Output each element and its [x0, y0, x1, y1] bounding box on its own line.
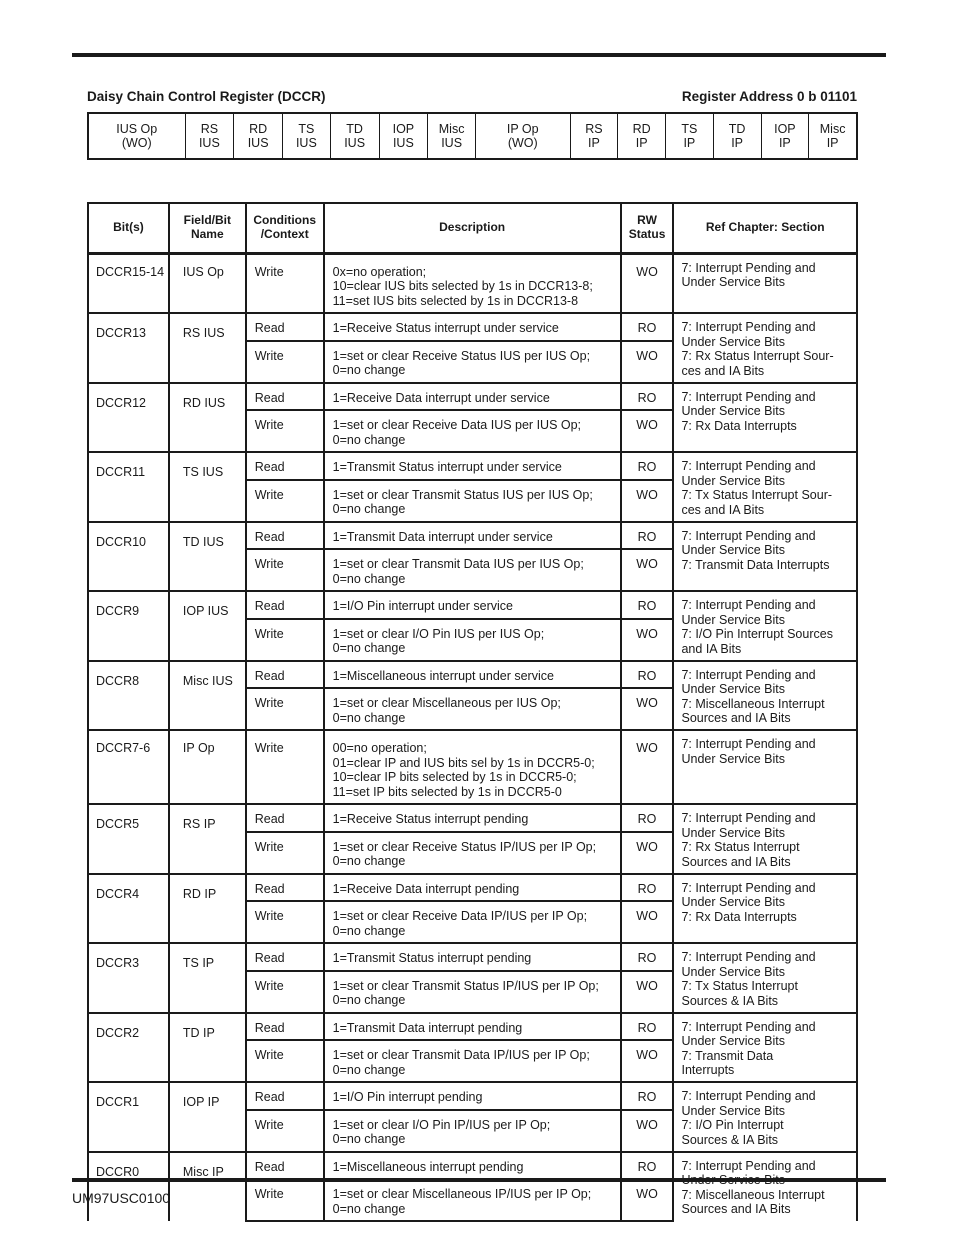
bit-field-cell: RD IUS — [233, 114, 282, 158]
table-row — [88, 253, 857, 313]
cell-description: 1=set or clear I/O Pin IP/IUS per IP Op; 0=no change — [324, 1110, 621, 1152]
table-row — [88, 661, 857, 689]
cell-description: 1=Receive Data interrupt under service — [324, 383, 621, 411]
cell-bits: DCCR13 — [88, 313, 169, 383]
cell-condition: Read — [246, 383, 324, 411]
register-title: Daisy Chain Control Register (DCCR) — [87, 89, 326, 104]
cell-field-name: IOP IUS — [169, 591, 246, 661]
cell-condition: Read — [246, 943, 324, 971]
cell-condition: Write — [246, 549, 324, 591]
cell-rw-status: RO — [621, 874, 674, 902]
cell-bits: DCCR15-14 — [88, 253, 169, 313]
cell-ref-chapter: 7: Interrupt Pending and Under Service Bits 7: Miscellaneous Interrupt Sources and IA Bits — [673, 661, 857, 731]
cell-rw-status: WO — [621, 901, 674, 943]
cell-condition: Read — [246, 804, 324, 832]
cell-description: 1=set or clear Miscellaneous per IUS Op; 0=no change — [324, 688, 621, 730]
table-row — [88, 1013, 857, 1041]
cell-ref-chapter: 7: Interrupt Pending and Under Service Bits 7: Rx Status Interrupt Sources and IA Bits — [673, 804, 857, 874]
cell-field-name: RD IP — [169, 874, 246, 944]
cell-field-name: TD IUS — [169, 522, 246, 592]
cell-condition: Write — [246, 253, 324, 313]
table-row — [88, 730, 857, 804]
cell-field-name: RS IP — [169, 804, 246, 874]
cell-bits: DCCR12 — [88, 383, 169, 453]
cell-condition: Write — [246, 901, 324, 943]
cell-condition: Write — [246, 341, 324, 383]
table-row — [88, 591, 857, 619]
cell-rw-status: RO — [621, 661, 674, 689]
header-field: Field/Bit Name — [169, 203, 246, 253]
cell-field-name: TS IUS — [169, 452, 246, 522]
cell-bits: DCCR10 — [88, 522, 169, 592]
bit-field-cell: RS IP — [570, 114, 618, 158]
table-row — [88, 383, 857, 411]
cell-condition: Read — [246, 1082, 324, 1110]
cell-description: 1=I/O Pin interrupt under service — [324, 591, 621, 619]
cell-condition: Read — [246, 313, 324, 341]
cell-field-name: IUS Op — [169, 253, 246, 313]
bit-field-cell: IOP IUS — [379, 114, 428, 158]
cell-rw-status: WO — [621, 1179, 674, 1221]
cell-condition: Write — [246, 619, 324, 661]
cell-description: 1=Receive Status interrupt under service — [324, 313, 621, 341]
cell-bits: DCCR3 — [88, 943, 169, 1013]
cell-description: 1=Miscellaneous interrupt pending — [324, 1152, 621, 1180]
cell-rw-status: WO — [621, 1040, 674, 1082]
cell-rw-status: RO — [621, 1082, 674, 1110]
cell-condition: Read — [246, 874, 324, 902]
cell-ref-chapter: 7: Interrupt Pending and Under Service Bits 7: I/O Pin Interrupt Sources & IA Bits — [673, 1082, 857, 1152]
cell-condition: Read — [246, 591, 324, 619]
cell-condition: Read — [246, 452, 324, 480]
table-row — [88, 313, 857, 341]
cell-description: 00=no operation; 01=clear IP and IUS bits sel by 1s in DCCR5-0; 10=clear IP bits selected by 1s in DCCR5-0; 11=set IP bits selected by 1s in DCCR5-0 — [324, 730, 621, 804]
cell-rw-status: WO — [621, 253, 674, 313]
cell-rw-status: WO — [621, 480, 674, 522]
cell-ref-chapter: 7: Interrupt Pending and Under Service Bits 7: Transmit Data Interrupts — [673, 1013, 857, 1083]
bit-field-cell: Misc IUS — [427, 114, 475, 158]
cell-field-name: RD IUS — [169, 383, 246, 453]
table-row — [88, 452, 857, 480]
cell-description: 1=set or clear Transmit Status IUS per IUS Op; 0=no change — [324, 480, 621, 522]
cell-condition: Write — [246, 832, 324, 874]
cell-description: 1=set or clear I/O Pin IUS per IUS Op; 0=no change — [324, 619, 621, 661]
cell-rw-status: RO — [621, 522, 674, 550]
cell-field-name: Misc IP — [169, 1152, 246, 1222]
bottom-rule — [72, 1178, 886, 1182]
cell-bits: DCCR7-6 — [88, 730, 169, 804]
cell-rw-status: WO — [621, 688, 674, 730]
cell-field-name: IOP IP — [169, 1082, 246, 1152]
cell-condition: Read — [246, 1013, 324, 1041]
register-address: Register Address 0 b 01101 — [681, 89, 857, 104]
header-rw-status: RW Status — [621, 203, 674, 253]
cell-bits: DCCR4 — [88, 874, 169, 944]
cell-ref-chapter: 7: Interrupt Pending and Under Service Bits 7: Rx Data Interrupts — [673, 874, 857, 944]
cell-condition: Read — [246, 661, 324, 689]
cell-field-name: RS IUS — [169, 313, 246, 383]
cell-bits: DCCR8 — [88, 661, 169, 731]
cell-rw-status: WO — [621, 619, 674, 661]
cell-field-name: Misc IUS — [169, 661, 246, 731]
cell-bits: DCCR2 — [88, 1013, 169, 1083]
cell-condition: Write — [246, 688, 324, 730]
cell-bits: DCCR9 — [88, 591, 169, 661]
cell-bits: DCCR5 — [88, 804, 169, 874]
cell-ref-chapter: 7: Interrupt Pending and Under Service Bits 7: Tx Status Interrupt Sour- ces and IA Bits — [673, 452, 857, 522]
cell-field-name: TD IP — [169, 1013, 246, 1083]
cell-field-name: TS IP — [169, 943, 246, 1013]
cell-description: 1=Transmit Status interrupt pending — [324, 943, 621, 971]
register-field-table — [87, 202, 858, 1222]
table-row — [88, 1082, 857, 1110]
cell-rw-status: WO — [621, 832, 674, 874]
cell-condition: Write — [246, 1179, 324, 1221]
header-ref-chapter: Ref Chapter: Section — [673, 203, 857, 253]
bit-field-cell: TS IP — [665, 114, 713, 158]
cell-description: 1=set or clear Transmit Data IP/IUS per IP Op; 0=no change — [324, 1040, 621, 1082]
cell-rw-status: RO — [621, 591, 674, 619]
cell-bits: DCCR1 — [88, 1082, 169, 1152]
cell-rw-status: RO — [621, 1152, 674, 1180]
cell-description: 1=set or clear Transmit Data IUS per IUS Op; 0=no change — [324, 549, 621, 591]
bit-field-cell: TD IUS — [330, 114, 379, 158]
table-row — [88, 1152, 857, 1180]
cell-description: 1=set or clear Receive Status IUS per IUS Op; 0=no change — [324, 341, 621, 383]
cell-rw-status: WO — [621, 341, 674, 383]
bit-field-cell: IOP IP — [761, 114, 809, 158]
cell-rw-status: WO — [621, 410, 674, 452]
cell-ref-chapter: 7: Interrupt Pending and 7: Miscellaneous Interrupt Sources and IA Bits — [673, 1152, 857, 1222]
cell-rw-status: RO — [621, 383, 674, 411]
table-header-row — [88, 203, 857, 253]
cell-ref-chapter: 7: Interrupt Pending and Under Service Bits 7: I/O Pin Interrupt Sources and IA Bits — [673, 591, 857, 661]
cell-condition: Write — [246, 730, 324, 804]
cell-ref-chapter: 7: Interrupt Pending and Under Service Bits 7: Rx Data Interrupts — [673, 383, 857, 453]
header-conditions: Conditions /Context — [246, 203, 324, 253]
cell-description: 1=Receive Status interrupt pending — [324, 804, 621, 832]
bit-field-cell: RS IUS — [185, 114, 234, 158]
cell-ref-chapter: 7: Interrupt Pending and Under Service Bits — [673, 253, 857, 313]
cell-rw-status: WO — [621, 1110, 674, 1152]
register-bit-diagram — [87, 112, 858, 160]
document-id: UM97USC0100 — [72, 1190, 171, 1206]
cell-rw-status: RO — [621, 943, 674, 971]
cell-description: 0x=no operation; 10=clear IUS bits selected by 1s in DCCR13-8; 11=set IUS bits selected by 1s in DCCR13-8 — [324, 253, 621, 313]
top-rule — [72, 53, 886, 57]
table-row — [88, 874, 857, 902]
cell-rw-status: RO — [621, 804, 674, 832]
cell-condition: Read — [246, 522, 324, 550]
cell-condition: Write — [246, 971, 324, 1013]
cell-description: 1=Transmit Status interrupt under service — [324, 452, 621, 480]
cell-description: 1=I/O Pin interrupt pending — [324, 1082, 621, 1110]
cell-bits: DCCR0 — [88, 1152, 169, 1222]
bit-field-cell: IP Op (WO) — [475, 114, 570, 158]
header-bits: Bit(s) — [88, 203, 169, 253]
table-row — [88, 804, 857, 832]
cell-description: 1=set or clear Receive Status IP/IUS per IP Op; 0=no change — [324, 832, 621, 874]
table-row — [88, 522, 857, 550]
cell-condition: Write — [246, 1040, 324, 1082]
cell-description: 1=Transmit Data interrupt pending — [324, 1013, 621, 1041]
bit-field-cell: RD IP — [617, 114, 665, 158]
cell-rw-status: WO — [621, 971, 674, 1013]
cell-ref-chapter: 7: Interrupt Pending and Under Service Bits 7: Tx Status Interrupt Sources & IA Bits — [673, 943, 857, 1013]
cell-bits: DCCR11 — [88, 452, 169, 522]
bit-field-cell: Misc IP — [808, 114, 856, 158]
bit-field-cell: TS IUS — [282, 114, 330, 158]
cell-ref-chapter: 7: Interrupt Pending and Under Service Bits 7: Rx Status Interrupt Sour- ces and IA Bits — [673, 313, 857, 383]
bit-field-cell: TD IP — [713, 114, 761, 158]
cell-description: 1=Miscellaneous interrupt under service — [324, 661, 621, 689]
cell-field-name: IP Op — [169, 730, 246, 804]
cell-description: 1=set or clear Transmit Status IP/IUS per IP Op; 0=no change — [324, 971, 621, 1013]
cell-description: 1=set or clear Receive Data IP/IUS per IP Op; 0=no change — [324, 901, 621, 943]
table-row — [88, 943, 857, 971]
cell-condition: Write — [246, 410, 324, 452]
cell-description: 1=set or clear Miscellaneous IP/IUS per IP Op; 0=no change — [324, 1179, 621, 1221]
cell-ref-chapter: 7: Interrupt Pending and Under Service Bits — [673, 730, 857, 804]
cell-description: 1=Transmit Data interrupt under service — [324, 522, 621, 550]
cell-description: 1=set or clear Receive Data IUS per IUS Op; 0=no change — [324, 410, 621, 452]
cell-rw-status: RO — [621, 1013, 674, 1041]
cell-rw-status: RO — [621, 313, 674, 341]
cell-condition: Write — [246, 480, 324, 522]
cell-rw-status: WO — [621, 730, 674, 804]
header-description: Description — [324, 203, 621, 253]
cell-condition: Write — [246, 1110, 324, 1152]
cell-rw-status: WO — [621, 549, 674, 591]
cell-rw-status: RO — [621, 452, 674, 480]
bit-field-cell: IUS Op (WO) — [116, 122, 158, 150]
cell-condition: Read — [246, 1152, 324, 1180]
cell-ref-chapter: 7: Interrupt Pending and Under Service Bits 7: Transmit Data Interrupts — [673, 522, 857, 592]
cell-description: 1=Receive Data interrupt pending — [324, 874, 621, 902]
